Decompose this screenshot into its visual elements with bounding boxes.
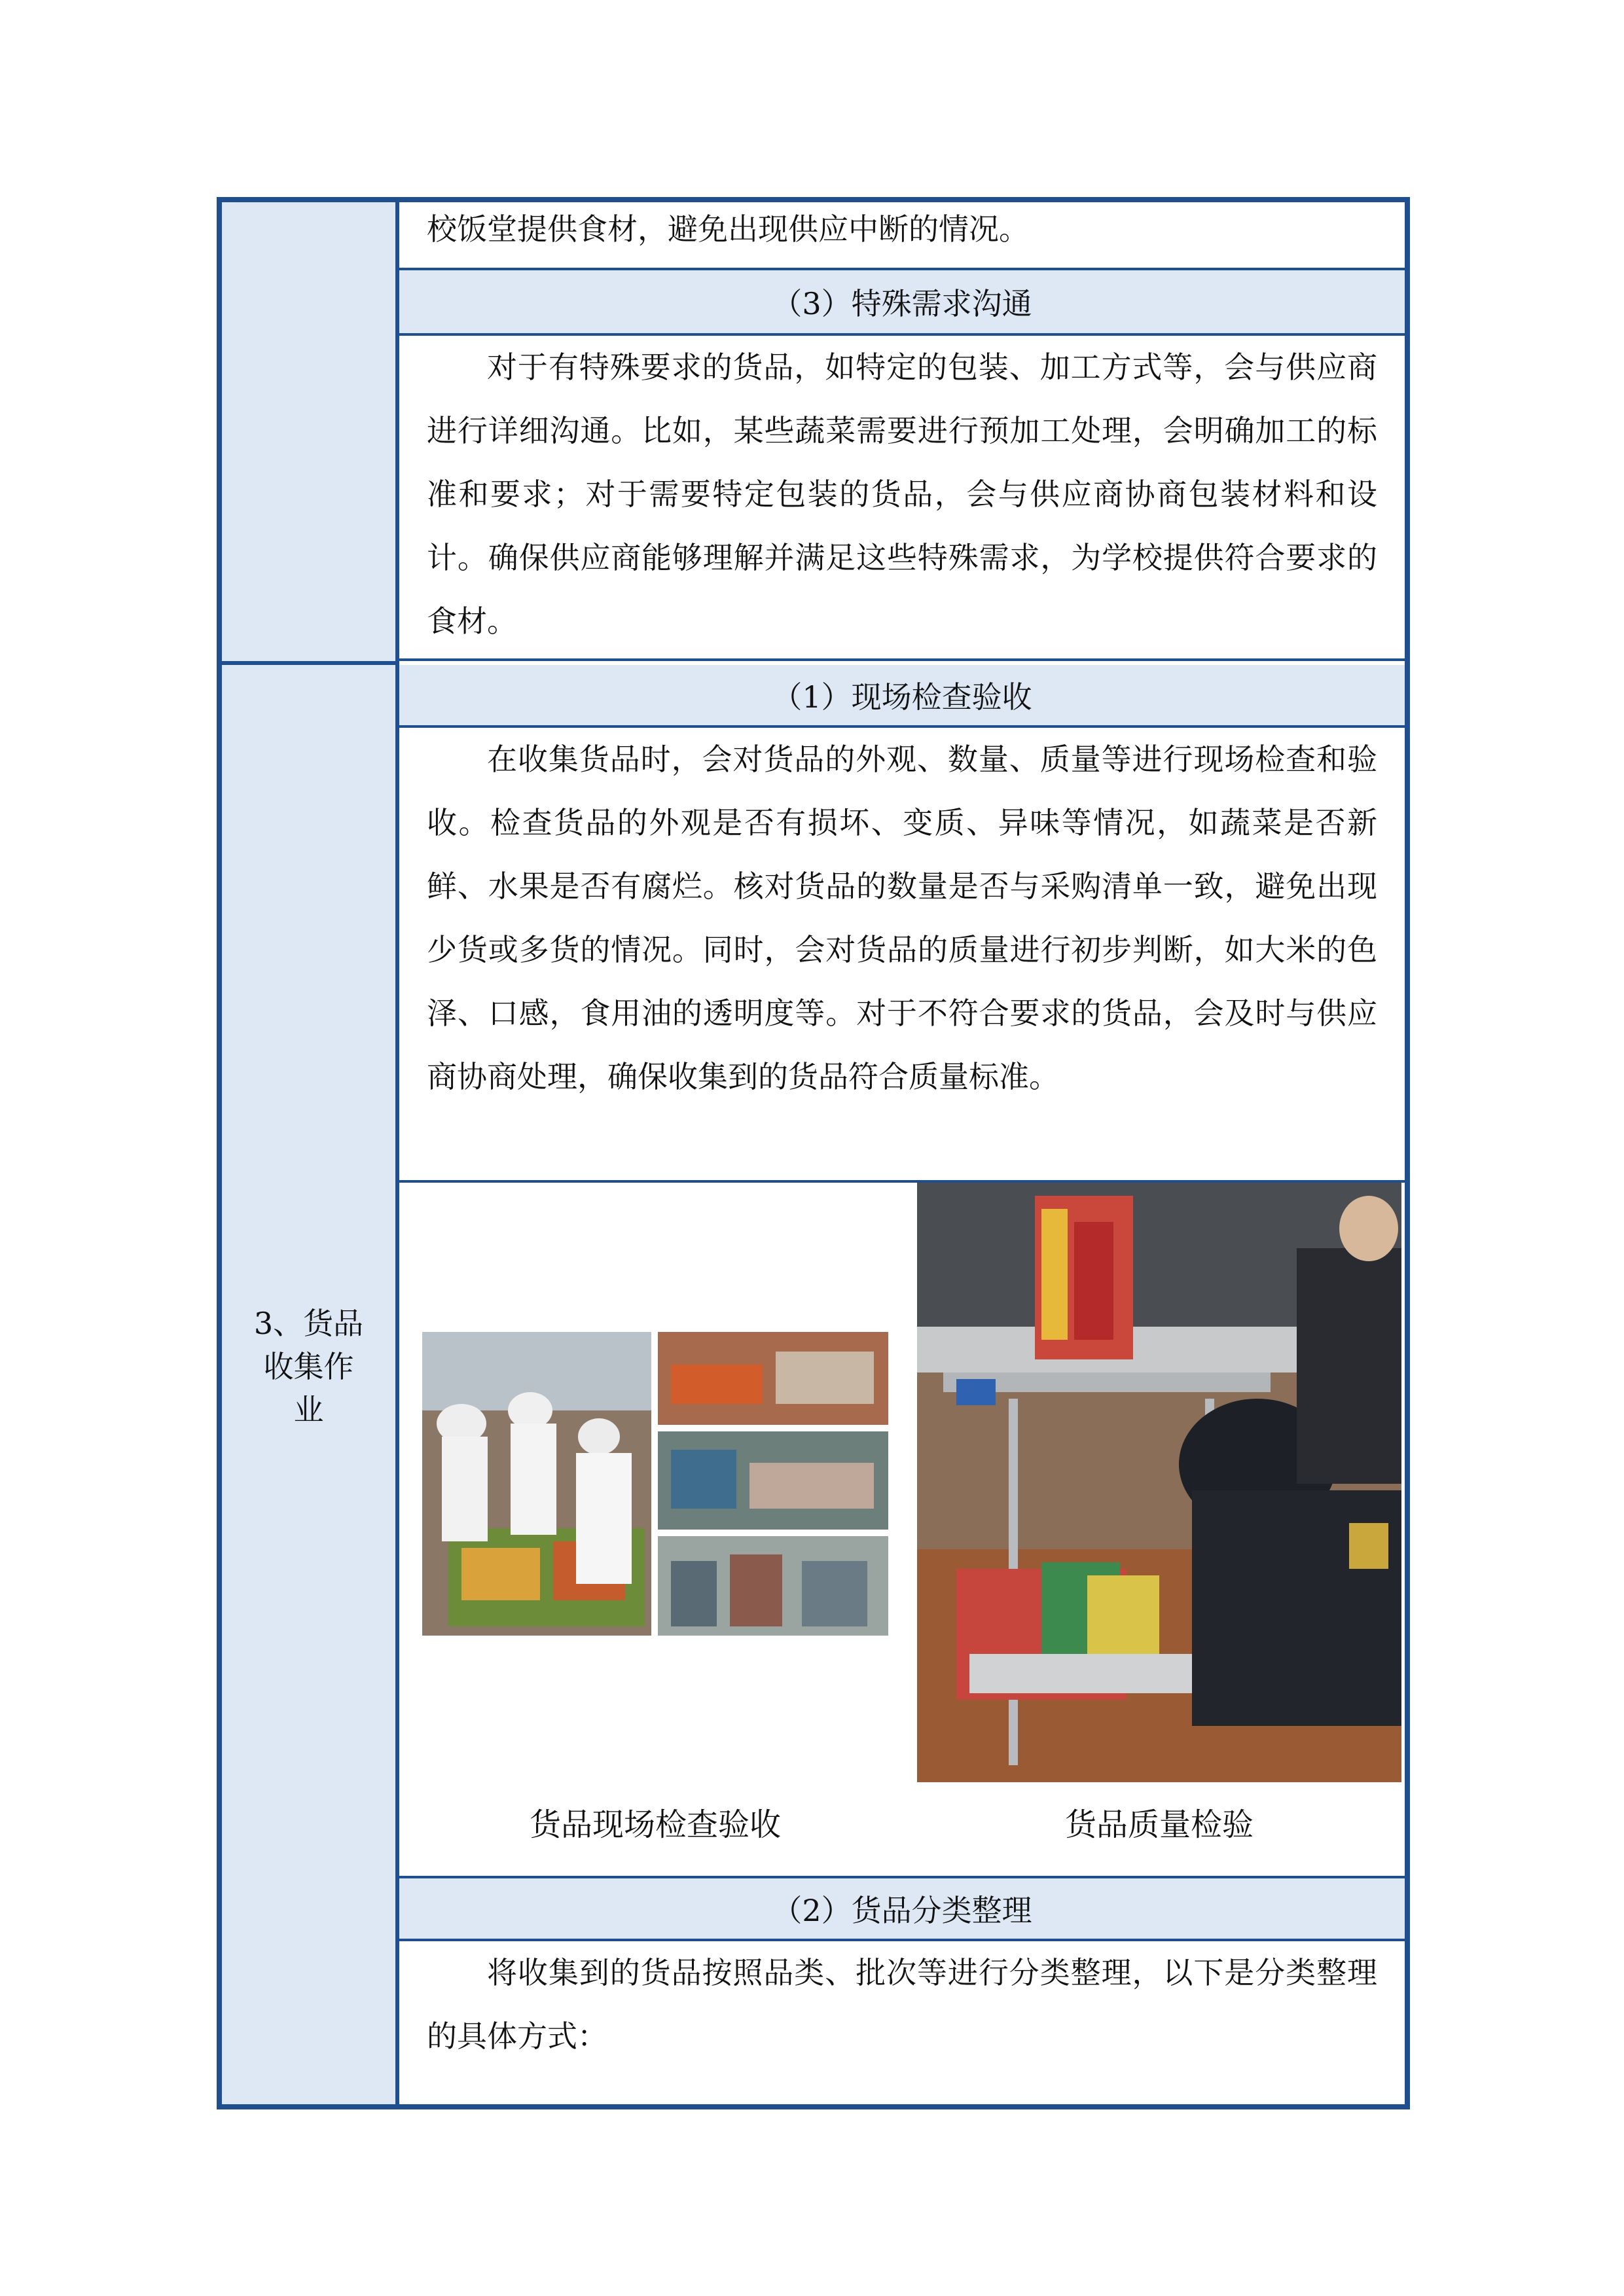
inspection-collage-image [422, 1332, 888, 1636]
section-3-label: 3、货品 收集作 业 [253, 1306, 364, 1427]
document-table [217, 197, 1410, 2109]
inspection-heading: （1）现场检查验收 [399, 665, 1405, 728]
row-divider [222, 661, 399, 665]
caption-left: 货品现场检查验收 [529, 1806, 781, 1843]
special-needs-heading: （3）特殊需求沟通 [399, 270, 1405, 336]
special-needs-paragraph: 对于有特殊要求的货品，如特定的包装、加工方式等，会与供应商进行详细沟通。比如，某些蔬菜需要进行预加工处理，会明确加工的标准和要求；对于需要特定包装的货品，会与供应商协商包装材料和设计。确保供应商能够理解并满足这些特殊需求，为学校提供符合要求的食材。 [399, 336, 1405, 661]
quality-inspection-image [917, 1183, 1401, 1782]
sorting-heading: （2）货品分类整理 [399, 1878, 1405, 1941]
sorting-paragraph: 将收集到的货品按照品类、批次等进行分类整理，以下是分类整理的具体方式： [427, 1955, 1377, 2054]
caption-right: 货品质量检验 [1064, 1806, 1254, 1843]
continuation-paragraph: 校饭堂提供食材，避免出现供应中断的情况。 [399, 202, 1405, 270]
inspection-paragraph: 在收集货品时，会对货品的外观、数量、质量等进行现场检查和验收。检查货品的外观是否有损坏、变质、异味等情况，如蔬菜是否新鲜、水果是否有腐烂。核对货品的数量是否与采购清单一致，避免出现少货或多货的情况。同时，会对货品的质量进行初步判断，如大米的色泽、口感，食用油的透明度等。对于不符合要求的货品，会及时与供应商协商处理，确保收集到的货品符合质量标准。 [399, 728, 1405, 1183]
left-label-column [222, 202, 399, 2104]
photo-cell [399, 1183, 1405, 1878]
